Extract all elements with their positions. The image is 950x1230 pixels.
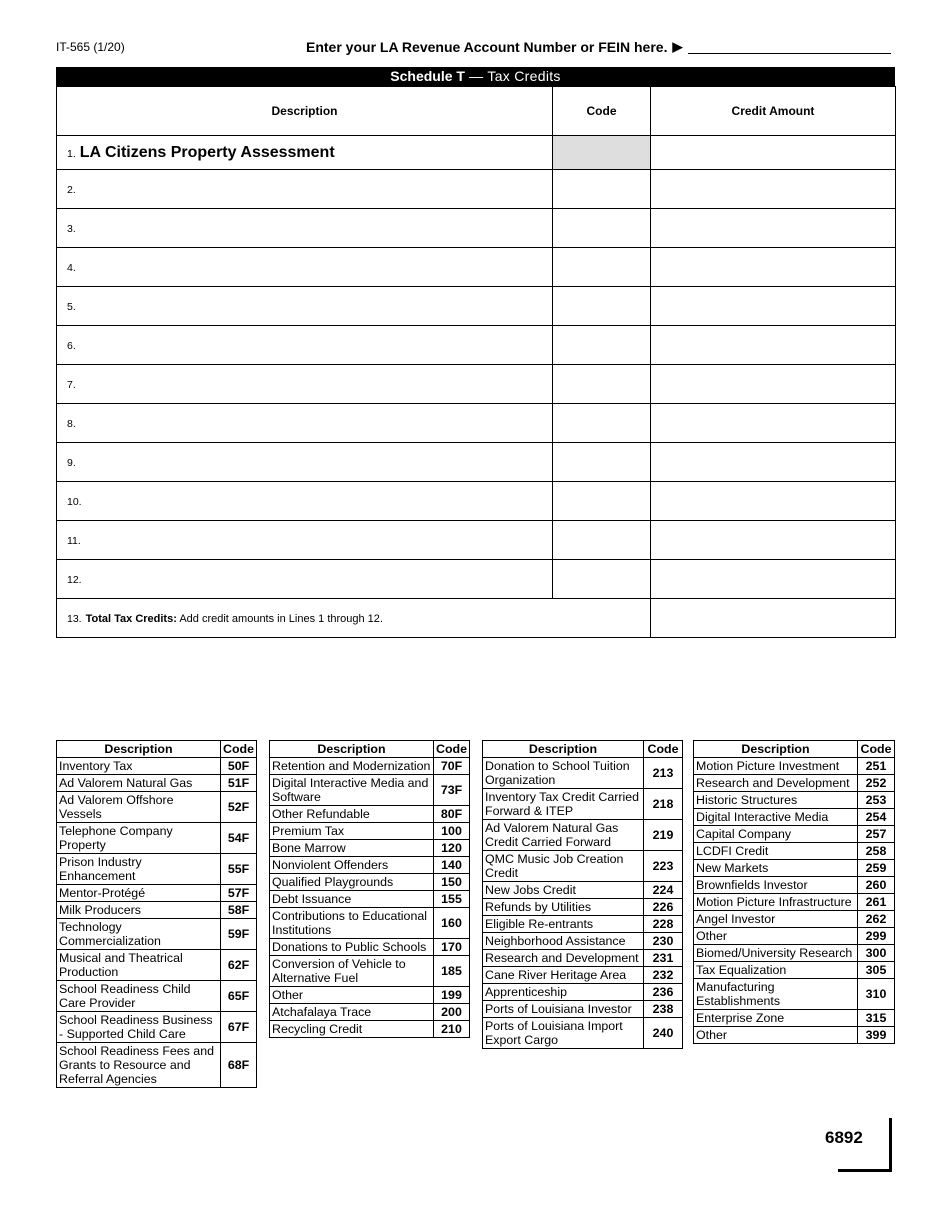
form-id: IT-565 (1/20) xyxy=(56,40,125,54)
schedule-title-rest: — Tax Credits xyxy=(464,68,561,84)
table-row xyxy=(694,1027,895,1044)
credit-description: Telephone Company Property xyxy=(57,823,221,854)
table-row xyxy=(694,809,895,826)
credit-code: 73F xyxy=(434,775,470,806)
credit-code: 140 xyxy=(434,857,470,874)
credit-description: Technology Commercialization xyxy=(57,919,221,950)
line-credit-amount-field[interactable] xyxy=(651,136,896,170)
line-code-field[interactable] xyxy=(553,209,651,248)
table-row xyxy=(270,987,470,1004)
line-credit-amount-field[interactable] xyxy=(651,365,896,404)
credit-code: 50F xyxy=(221,758,257,775)
credit-description: New Markets xyxy=(694,860,858,877)
line-credit-amount-field[interactable] xyxy=(651,170,896,209)
credit-code: 68F xyxy=(221,1043,257,1088)
credit-description: Donations to Public Schools xyxy=(270,939,434,956)
credit-description: Research and Development xyxy=(694,775,858,792)
credit-description: Nonviolent Offenders xyxy=(270,857,434,874)
credit-code: 219 xyxy=(644,820,683,851)
table-row xyxy=(270,1021,470,1038)
table-row xyxy=(270,908,470,939)
schedule-line-13-total xyxy=(57,599,896,638)
line-credit-amount-field[interactable] xyxy=(651,521,896,560)
line-number: 11. xyxy=(67,535,81,547)
table-row xyxy=(270,874,470,891)
line-number: 6. xyxy=(67,340,76,352)
credit-description: Other Refundable xyxy=(270,806,434,823)
table-row xyxy=(483,933,683,950)
credit-description: LCDFI Credit xyxy=(694,843,858,860)
credit-code: 236 xyxy=(644,984,683,1001)
credit-description: School Readiness Child Care Provider xyxy=(57,981,221,1012)
credit-code: 261 xyxy=(858,894,895,911)
credit-code: 57F xyxy=(221,885,257,902)
line-description-field[interactable] xyxy=(57,521,553,560)
credit-code: 253 xyxy=(858,792,895,809)
credit-code: 257 xyxy=(858,826,895,843)
table-row xyxy=(270,775,470,806)
schedule-line-3 xyxy=(57,209,896,248)
code-table-header-code: Code xyxy=(221,741,257,758)
credit-code: 262 xyxy=(858,911,895,928)
credit-code: 59F xyxy=(221,919,257,950)
credit-description: Enterprise Zone xyxy=(694,1010,858,1027)
credit-description: Eligible Re-entrants xyxy=(483,916,644,933)
table-row xyxy=(694,877,895,894)
table-row xyxy=(57,919,257,950)
credit-description: Digital Interactive Media and Software xyxy=(270,775,434,806)
table-row xyxy=(694,843,895,860)
schedule-line-2 xyxy=(57,170,896,209)
line-credit-amount-field[interactable] xyxy=(651,248,896,287)
credit-code: 224 xyxy=(644,882,683,899)
schedule-t-table xyxy=(56,86,896,638)
credit-code: 51F xyxy=(221,775,257,792)
credit-description: Biomed/University Research xyxy=(694,945,858,962)
table-row xyxy=(694,1010,895,1027)
credit-description: Angel Investor xyxy=(694,911,858,928)
table-row xyxy=(57,1043,257,1088)
table-row xyxy=(57,758,257,775)
credit-code: 62F xyxy=(221,950,257,981)
credit-description: Atchafalaya Trace xyxy=(270,1004,434,1021)
credit-code: 300 xyxy=(858,945,895,962)
table-row xyxy=(270,891,470,908)
credit-code: 259 xyxy=(858,860,895,877)
credit-code-table-4 xyxy=(693,740,895,1044)
code-table-header-code: Code xyxy=(644,741,683,758)
credit-code: 305 xyxy=(858,962,895,979)
schedule-title-bold: Schedule T xyxy=(390,68,465,84)
credit-description: Apprenticeship xyxy=(483,984,644,1001)
line-credit-amount-field[interactable] xyxy=(651,209,896,248)
schedule-line-8 xyxy=(57,404,896,443)
credit-description: Ports of Louisiana Investor xyxy=(483,1001,644,1018)
credit-description: Inventory Tax xyxy=(57,758,221,775)
credit-description: Motion Picture Infrastructure xyxy=(694,894,858,911)
credit-code: 155 xyxy=(434,891,470,908)
line-number: 12. xyxy=(67,574,82,586)
credit-code: 210 xyxy=(434,1021,470,1038)
credit-description: Inventory Tax Credit Carried Forward & ITEP xyxy=(483,789,644,820)
code-table-header-description: Description xyxy=(57,741,221,758)
total-label-bold: Total Tax Credits: xyxy=(85,613,177,625)
credit-description: Retention and Modernization xyxy=(270,758,434,775)
line-description-field[interactable] xyxy=(57,365,553,404)
credit-code: 200 xyxy=(434,1004,470,1021)
table-row xyxy=(483,967,683,984)
credit-code: 230 xyxy=(644,933,683,950)
credit-code-table-2 xyxy=(269,740,470,1038)
credit-code: 251 xyxy=(858,758,895,775)
line-description-field[interactable] xyxy=(57,560,553,599)
table-row xyxy=(483,820,683,851)
credit-description: Refunds by Utilities xyxy=(483,899,644,916)
line-description-field[interactable] xyxy=(57,209,553,248)
table-row xyxy=(270,956,470,987)
credit-code: 170 xyxy=(434,939,470,956)
credit-code: 185 xyxy=(434,956,470,987)
table-row xyxy=(270,806,470,823)
credit-description: Ports of Louisiana Import Export Cargo xyxy=(483,1018,644,1049)
credit-description: Donation to School Tuition Organization xyxy=(483,758,644,789)
credit-description: Historic Structures xyxy=(694,792,858,809)
account-prompt-text: Enter your LA Revenue Account Number or FEIN here. xyxy=(306,39,668,55)
line-code-field[interactable] xyxy=(553,365,651,404)
line-number: 3. xyxy=(67,223,76,235)
code-table-header-code: Code xyxy=(858,741,895,758)
table-row xyxy=(694,758,895,775)
credit-description: Brownfields Investor xyxy=(694,877,858,894)
total-credit-amount-field[interactable] xyxy=(651,599,896,638)
total-tax-credits-label xyxy=(57,599,651,638)
table-row xyxy=(483,1018,683,1049)
credit-description: Research and Development xyxy=(483,950,644,967)
table-row xyxy=(57,792,257,823)
column-header-credit-amount: Credit Amount xyxy=(651,87,896,136)
account-number-field[interactable] xyxy=(688,41,891,54)
credit-code: 70F xyxy=(434,758,470,775)
line-credit-amount-field[interactable] xyxy=(651,482,896,521)
table-row xyxy=(270,840,470,857)
credit-description: New Jobs Credit xyxy=(483,882,644,899)
table-row xyxy=(483,851,683,882)
credit-code: 55F xyxy=(221,854,257,885)
schedule-line-12 xyxy=(57,560,896,599)
code-table-header-description: Description xyxy=(694,741,858,758)
credit-description: Capital Company xyxy=(694,826,858,843)
credit-code: 231 xyxy=(644,950,683,967)
line-number: 4. xyxy=(67,262,76,274)
table-row xyxy=(694,945,895,962)
schedule-line-6 xyxy=(57,326,896,365)
credit-code: 199 xyxy=(434,987,470,1004)
credit-code: 252 xyxy=(858,775,895,792)
line-number: 9. xyxy=(67,457,76,469)
credit-code: 240 xyxy=(644,1018,683,1049)
credit-description: School Readiness Business - Supported Child Care xyxy=(57,1012,221,1043)
credit-description: Prison Industry Enhancement xyxy=(57,854,221,885)
line-code-field xyxy=(553,136,651,170)
line-description: LA Citizens Property Assessment xyxy=(79,143,335,161)
credit-code: 226 xyxy=(644,899,683,916)
credit-code: 58F xyxy=(221,902,257,919)
arrow-right-icon: ▶ xyxy=(672,39,683,54)
schedule-line-10 xyxy=(57,482,896,521)
credit-description: Other xyxy=(694,928,858,945)
line-description-field[interactable] xyxy=(57,136,553,170)
credit-code: 100 xyxy=(434,823,470,840)
credit-description: Ad Valorem Natural Gas Credit Carried Forward xyxy=(483,820,644,851)
table-row xyxy=(483,1001,683,1018)
credit-code: 150 xyxy=(434,874,470,891)
credit-code: 315 xyxy=(858,1010,895,1027)
credit-description: Manufacturing Establishments xyxy=(694,979,858,1010)
schedule-line-1 xyxy=(57,136,896,170)
line-number: 5. xyxy=(67,301,76,313)
table-row xyxy=(57,981,257,1012)
table-row xyxy=(270,758,470,775)
line-number: 2. xyxy=(67,184,76,196)
schedule-title xyxy=(56,67,895,86)
table-row xyxy=(270,823,470,840)
credit-description: Conversion of Vehicle to Alternative Fuel xyxy=(270,956,434,987)
table-row xyxy=(483,916,683,933)
table-row xyxy=(57,854,257,885)
line-code-field[interactable] xyxy=(553,443,651,482)
credit-code: 223 xyxy=(644,851,683,882)
account-number-prompt xyxy=(306,39,891,55)
table-row xyxy=(483,984,683,1001)
credit-description: School Readiness Fees and Grants to Resource and Referral Agencies xyxy=(57,1043,221,1088)
line-code-field[interactable] xyxy=(553,560,651,599)
credit-code-table-1 xyxy=(56,740,257,1088)
credit-description: Musical and Theatrical Production xyxy=(57,950,221,981)
line-credit-amount-field[interactable] xyxy=(651,404,896,443)
line-code-field[interactable] xyxy=(553,287,651,326)
credit-description: Milk Producers xyxy=(57,902,221,919)
credit-description: QMC Music Job Creation Credit xyxy=(483,851,644,882)
table-row xyxy=(694,911,895,928)
credit-code-table-3 xyxy=(482,740,683,1049)
line-credit-amount-field[interactable] xyxy=(651,443,896,482)
table-row xyxy=(694,962,895,979)
code-table-header-description: Description xyxy=(483,741,644,758)
credit-description: Motion Picture Investment xyxy=(694,758,858,775)
line-number: 10. xyxy=(67,496,82,508)
credit-description: Premium Tax xyxy=(270,823,434,840)
line-number: 8. xyxy=(67,418,76,430)
table-row xyxy=(483,758,683,789)
credit-description: Tax Equalization xyxy=(694,962,858,979)
table-row xyxy=(694,775,895,792)
credit-code: 228 xyxy=(644,916,683,933)
table-row xyxy=(694,979,895,1010)
credit-description: Mentor-Protégé xyxy=(57,885,221,902)
line-code-field[interactable] xyxy=(553,521,651,560)
credit-description: Debt Issuance xyxy=(270,891,434,908)
table-row xyxy=(57,1012,257,1043)
schedule-line-7 xyxy=(57,365,896,404)
line-code-field[interactable] xyxy=(553,170,651,209)
credit-code: 254 xyxy=(858,809,895,826)
column-header-code: Code xyxy=(553,87,651,136)
credit-code: 52F xyxy=(221,792,257,823)
table-row xyxy=(57,950,257,981)
table-row xyxy=(57,823,257,854)
schedule-line-9 xyxy=(57,443,896,482)
table-row xyxy=(270,857,470,874)
table-row xyxy=(694,894,895,911)
table-row xyxy=(694,928,895,945)
credit-code: 299 xyxy=(858,928,895,945)
credit-description: Other xyxy=(270,987,434,1004)
credit-code: 65F xyxy=(221,981,257,1012)
line-description-field[interactable] xyxy=(57,404,553,443)
table-row xyxy=(483,899,683,916)
credit-description: Bone Marrow xyxy=(270,840,434,857)
credit-description: Qualified Playgrounds xyxy=(270,874,434,891)
line-code-field[interactable] xyxy=(553,404,651,443)
line-description-field[interactable] xyxy=(57,482,553,521)
credit-description: Contributions to Educational Institutions xyxy=(270,908,434,939)
line-description-field[interactable] xyxy=(57,248,553,287)
credit-description: Recycling Credit xyxy=(270,1021,434,1038)
credit-code: 218 xyxy=(644,789,683,820)
table-row xyxy=(57,775,257,792)
credit-description: Digital Interactive Media xyxy=(694,809,858,826)
line-number: 7. xyxy=(67,379,76,391)
code-table-header-code: Code xyxy=(434,741,470,758)
column-header-description: Description xyxy=(57,87,553,136)
credit-description: Ad Valorem Offshore Vessels xyxy=(57,792,221,823)
table-row xyxy=(270,939,470,956)
line-code-field[interactable] xyxy=(553,248,651,287)
credit-code: 260 xyxy=(858,877,895,894)
line-credit-amount-field[interactable] xyxy=(651,326,896,365)
credit-code: 160 xyxy=(434,908,470,939)
schedule-line-5 xyxy=(57,287,896,326)
credit-code: 238 xyxy=(644,1001,683,1018)
credit-code: 399 xyxy=(858,1027,895,1044)
credit-code: 80F xyxy=(434,806,470,823)
corner-mark-vertical xyxy=(889,1118,892,1172)
credit-description: Neighborhood Assistance xyxy=(483,933,644,950)
corner-mark-horizontal xyxy=(838,1169,892,1172)
table-row xyxy=(57,902,257,919)
line-description-field[interactable] xyxy=(57,326,553,365)
credit-code: 310 xyxy=(858,979,895,1010)
table-row xyxy=(57,885,257,902)
total-label-instruction: Add credit amounts in Lines 1 through 12. xyxy=(176,613,383,625)
credit-code: 54F xyxy=(221,823,257,854)
table-row xyxy=(483,882,683,899)
table-row xyxy=(694,826,895,843)
credit-code: 67F xyxy=(221,1012,257,1043)
table-row xyxy=(483,789,683,820)
line-description-field[interactable] xyxy=(57,443,553,482)
credit-description: Ad Valorem Natural Gas xyxy=(57,775,221,792)
line-description-field[interactable] xyxy=(57,287,553,326)
page-number: 6892 xyxy=(825,1128,863,1147)
credit-description: Cane River Heritage Area xyxy=(483,967,644,984)
table-row xyxy=(694,860,895,877)
table-row xyxy=(270,1004,470,1021)
line-description-field[interactable] xyxy=(57,170,553,209)
credit-code: 232 xyxy=(644,967,683,984)
credit-code: 213 xyxy=(644,758,683,789)
line-code-field[interactable] xyxy=(553,326,651,365)
credit-code: 258 xyxy=(858,843,895,860)
line-code-field[interactable] xyxy=(553,482,651,521)
credit-description: Other xyxy=(694,1027,858,1044)
schedule-line-11 xyxy=(57,521,896,560)
line-number: 13. xyxy=(67,613,82,625)
table-row xyxy=(694,792,895,809)
line-credit-amount-field[interactable] xyxy=(651,560,896,599)
code-table-header-description: Description xyxy=(270,741,434,758)
line-credit-amount-field[interactable] xyxy=(651,287,896,326)
table-row xyxy=(483,950,683,967)
schedule-line-4 xyxy=(57,248,896,287)
credit-code: 120 xyxy=(434,840,470,857)
line-number: 1. xyxy=(67,147,76,160)
